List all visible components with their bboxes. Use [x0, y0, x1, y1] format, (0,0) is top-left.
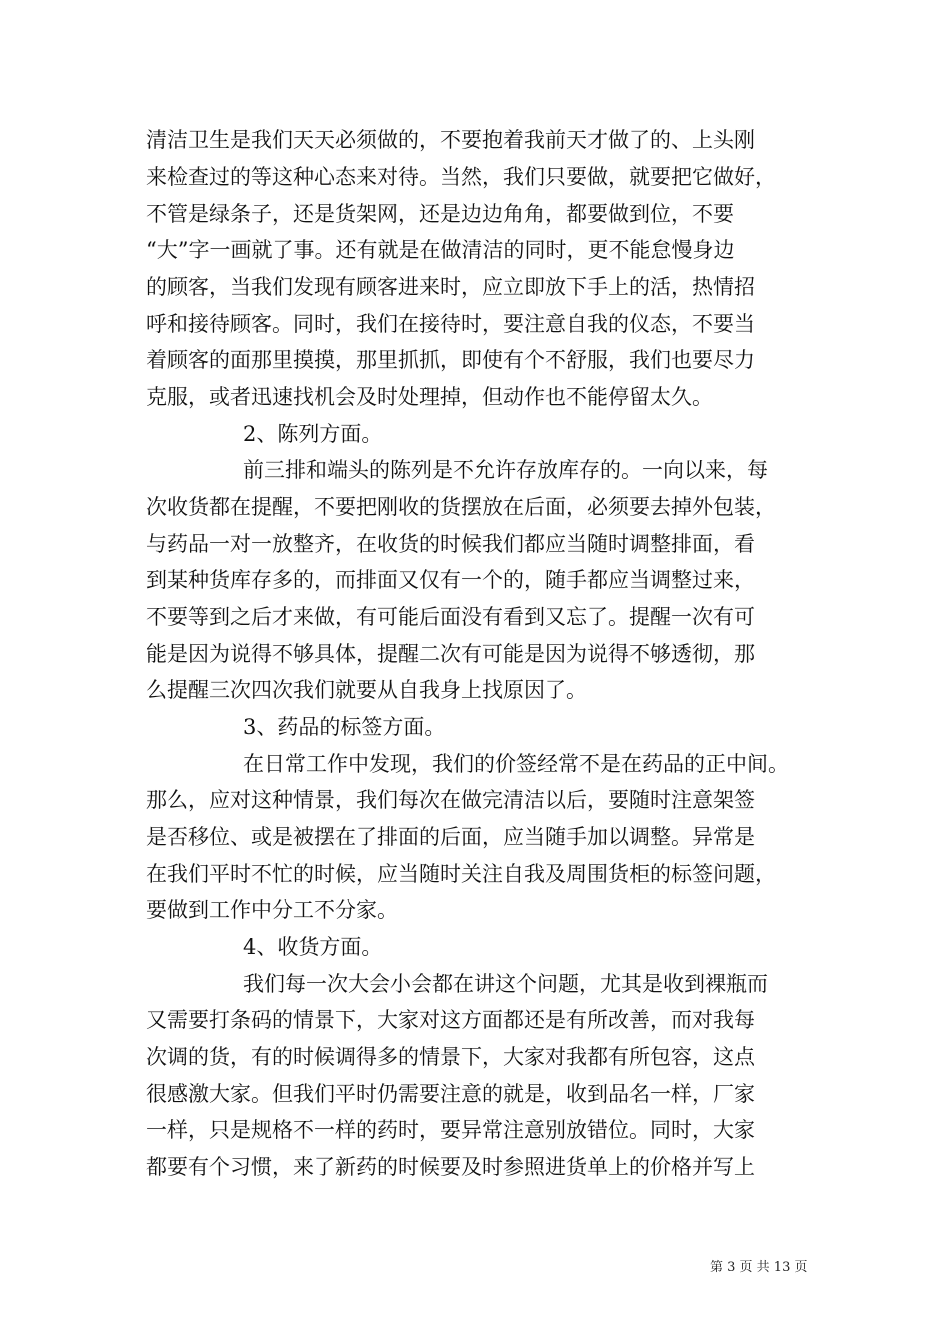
body-line: 不管是绿条子，还是货架网，还是边边角角，都要做到位，不要	[146, 202, 734, 226]
body-line: 的顾客，当我们发现有顾客进来时，应立即放下手上的活，热情招	[146, 275, 755, 299]
body-line: 清洁卫生是我们天天必须做的，不要抱着我前天才做了的、上头刚	[146, 128, 755, 152]
body-line: 那么，应对这种情景，我们每次在做完清洁以后，要随时注意架签	[146, 788, 755, 812]
section-heading: 3、药品的标签方面。	[243, 715, 446, 739]
body-line: “大”字一画就了事。还有就是在做清洁的同时，更不能怠慢身边	[146, 238, 735, 262]
section-heading: 2、陈列方面。	[243, 422, 383, 446]
paragraph-first-line: 我们每一次大会小会都在讲这个问题，尤其是收到裸瓶而	[243, 972, 768, 996]
body-line: 能是因为说得不够具体，提醒二次有可能是因为说得不够透彻，那	[146, 642, 755, 666]
body-line: 到某种货库存多的，而排面又仅有一个的，随手都应当调整过来，	[146, 568, 755, 592]
paragraph-first-line: 前三排和端头的陈列是不允许存放库存的。一向以来，每	[243, 458, 768, 482]
body-line: 又需要打条码的情景下，大家对这方面都还是有所改善，而对我每	[146, 1008, 755, 1032]
body-line: 都要有个习惯，来了新药的时候要及时参照进货单上的价格并写上	[146, 1155, 755, 1179]
body-line: 要做到工作中分工不分家。	[146, 898, 398, 922]
body-line: 来检查过的等这种心态来对待。当然，我们只要做，就要把它做好，	[146, 165, 776, 189]
body-line: 不要等到之后才来做，有可能后面没有看到又忘了。提醒一次有可	[146, 605, 755, 629]
body-line: 在我们平时不忙的时候，应当随时关注自我及周围货柜的标签问题，	[146, 862, 776, 886]
paragraph-first-line: 在日常工作中发现，我们的价签经常不是在药品的正中间。	[243, 752, 789, 776]
body-line: 很感激大家。但我们平时仍需要注意的就是，收到品名一样，厂家	[146, 1082, 755, 1106]
section-heading: 4、收货方面。	[243, 935, 383, 959]
body-line: 么提醒三次四次我们就要从自我身上找原因了。	[146, 678, 587, 702]
body-line: 着顾客的面那里摸摸，那里抓抓，即使有个不舒服，我们也要尽力	[146, 348, 755, 372]
body-line: 呼和接待顾客。同时，我们在接待时，要注意自我的仪态，不要当	[146, 312, 755, 336]
body-line: 次调的货，有的时候调得多的情景下，大家对我都有所包容，这点	[146, 1045, 755, 1069]
body-line: 次收货都在提醒，不要把刚收的货摆放在后面，必须要去掉外包装，	[146, 495, 776, 519]
body-line: 一样，只是规格不一样的药时，要异常注意别放错位。同时，大家	[146, 1118, 755, 1142]
body-line: 与药品一对一放整齐，在收货的时候我们都应当随时调整排面，看	[146, 532, 755, 556]
body-line: 克服，或者迅速找机会及时处理掉，但动作也不能停留太久。	[146, 385, 713, 409]
body-line: 是否移位、或是被摆在了排面的后面，应当随手加以调整。异常是	[146, 825, 755, 849]
page-number-footer: 第 3 页 共 13 页	[710, 1260, 808, 1275]
